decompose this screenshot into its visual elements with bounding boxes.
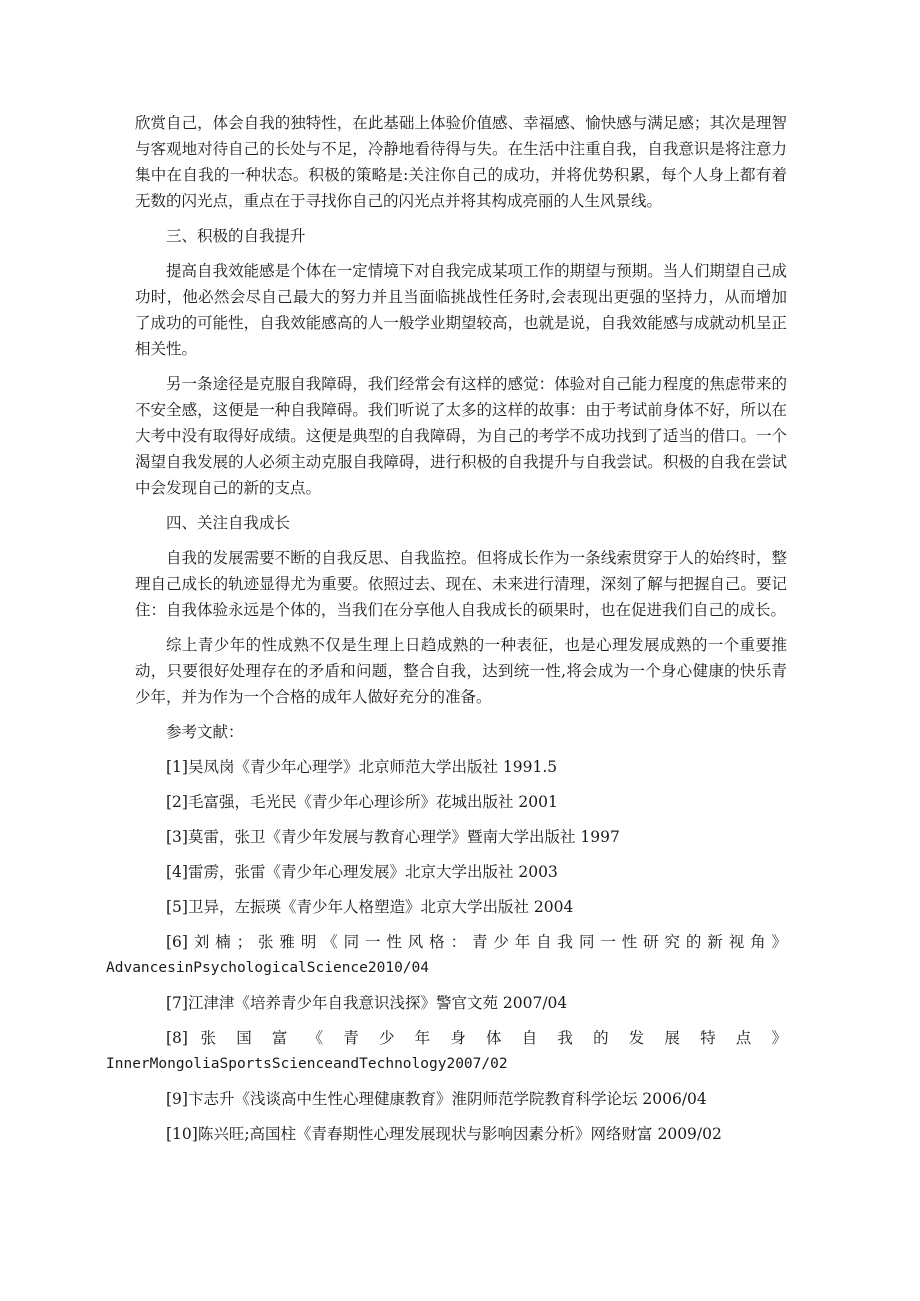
reference-item: [10]陈兴旺;高国柱《青春期性心理发展现状与影响因素分析》网络财富 2009/02	[166, 1125, 722, 1143]
reference-item: [5]卫异，左振瑛《青少年人格塑造》北京大学出版社 2004	[166, 898, 574, 916]
section-heading-4: 四、关注自我成长	[166, 514, 291, 532]
paragraph-self-handicap: 另一条途径是克服自我障碍，我们经常会有这样的感觉：体验对自己能力程度的焦虑带来的不安全感，这便是一种自我障碍。我们听说了太多的这样的故事：由于考试前身体不好，所以在大考中没有取得好成绩。这便是典型的自我障碍，为自己的考学不成功找到了适当的借口。一个渴望自我发展的人必须主动克服自我障碍，进行积极的自我提升与自我尝试。积极的自我在尝试中会发现自己的新的支点。	[135, 375, 787, 497]
reference-journal: InnerMongoliaSportsScienceandTechnology2007/02	[106, 1056, 508, 1072]
paragraph-self-growth: 自我的发展需要不断的自我反思、自我监控。但将成长作为一条线索贯穿于人的始终时，整理自己成长的轨迹显得尤为重要。依照过去、现在、未来进行清理，深刻了解与把握自己。要记住：自我体验永远是个体的，当我们在分享他人自我成长的硕果时，也在促进我们自己的成长。	[135, 549, 787, 619]
paragraph-self-efficacy: 提高自我效能感是个体在一定情境下对自我完成某项工作的期望与预期。当人们期望自己成功时，他必然会尽自己最大的努力并且当面临挑战性任务时,会表现出更强的坚持力，从而增加了成功的可能性，自我效能感高的人一般学业期望较高，也就是说，自我效能感与成就动机呈正相关性。	[135, 262, 787, 358]
reference-item: [4]雷雳，张雷《青少年心理发展》北京大学出版社 2003	[166, 863, 558, 881]
document-body	[106, 110, 787, 1156]
reference-item: [1]吴凤岗《青少年心理学》北京师范大学出版社 1991.5	[166, 758, 558, 776]
paragraph-conclusion: 综上青少年的性成熟不仅是生理上日趋成熟的一种表征，也是心理发展成熟的一个重要推动，只要很好处理存在的矛盾和问题，整合自我，达到统一性,将会成为一个身心健康的快乐青少年，并为作为一个合格的成年人做好充分的准备。	[135, 636, 787, 706]
reference-item	[106, 929, 787, 981]
paragraph-continuation: 欣赏自己，体会自我的独特性，在此基础上体验价值感、幸福感、愉快感与满足感；其次是理智与客观地对待自己的长处与不足，冷静地看待得与失。在生活中注重自我，自我意识是将注意力集中在自我的一种状态。积极的策略是:关注你自己的成功，并将优势积累，每个人身上都有着无数的闪光点，重点在于寻找你自己的闪光点并将其构成亮丽的人生风景线。	[135, 114, 787, 210]
reference-title: [8] 张 国 富 《 青 少 年 身 体 自 我 的 发 展 特 点 》	[166, 1029, 787, 1047]
reference-item	[106, 1025, 787, 1077]
reference-item: [3]莫雷，张卫《青少年发展与教育心理学》暨南大学出版社 1997	[166, 828, 620, 846]
reference-item: [2]毛富强，毛光民《青少年心理诊所》花城出版社 2001	[166, 793, 558, 811]
reference-item: [9]卞志升《浅谈高中生性心理健康教育》淮阴师范学院教育科学论坛 2006/04	[166, 1090, 707, 1108]
references-heading: 参考文献：	[166, 723, 244, 741]
section-heading-3: 三、积极的自我提升	[166, 227, 306, 245]
reference-journal: AdvancesinPsychologicalScience2010/04	[106, 960, 430, 976]
reference-title: [6]刘楠；张雅明《同一性风格：青少年自我同一性研究的新视角》	[166, 933, 787, 951]
reference-item: [7]江津津《培养青少年自我意识浅探》警官文苑 2007/04	[166, 994, 568, 1012]
